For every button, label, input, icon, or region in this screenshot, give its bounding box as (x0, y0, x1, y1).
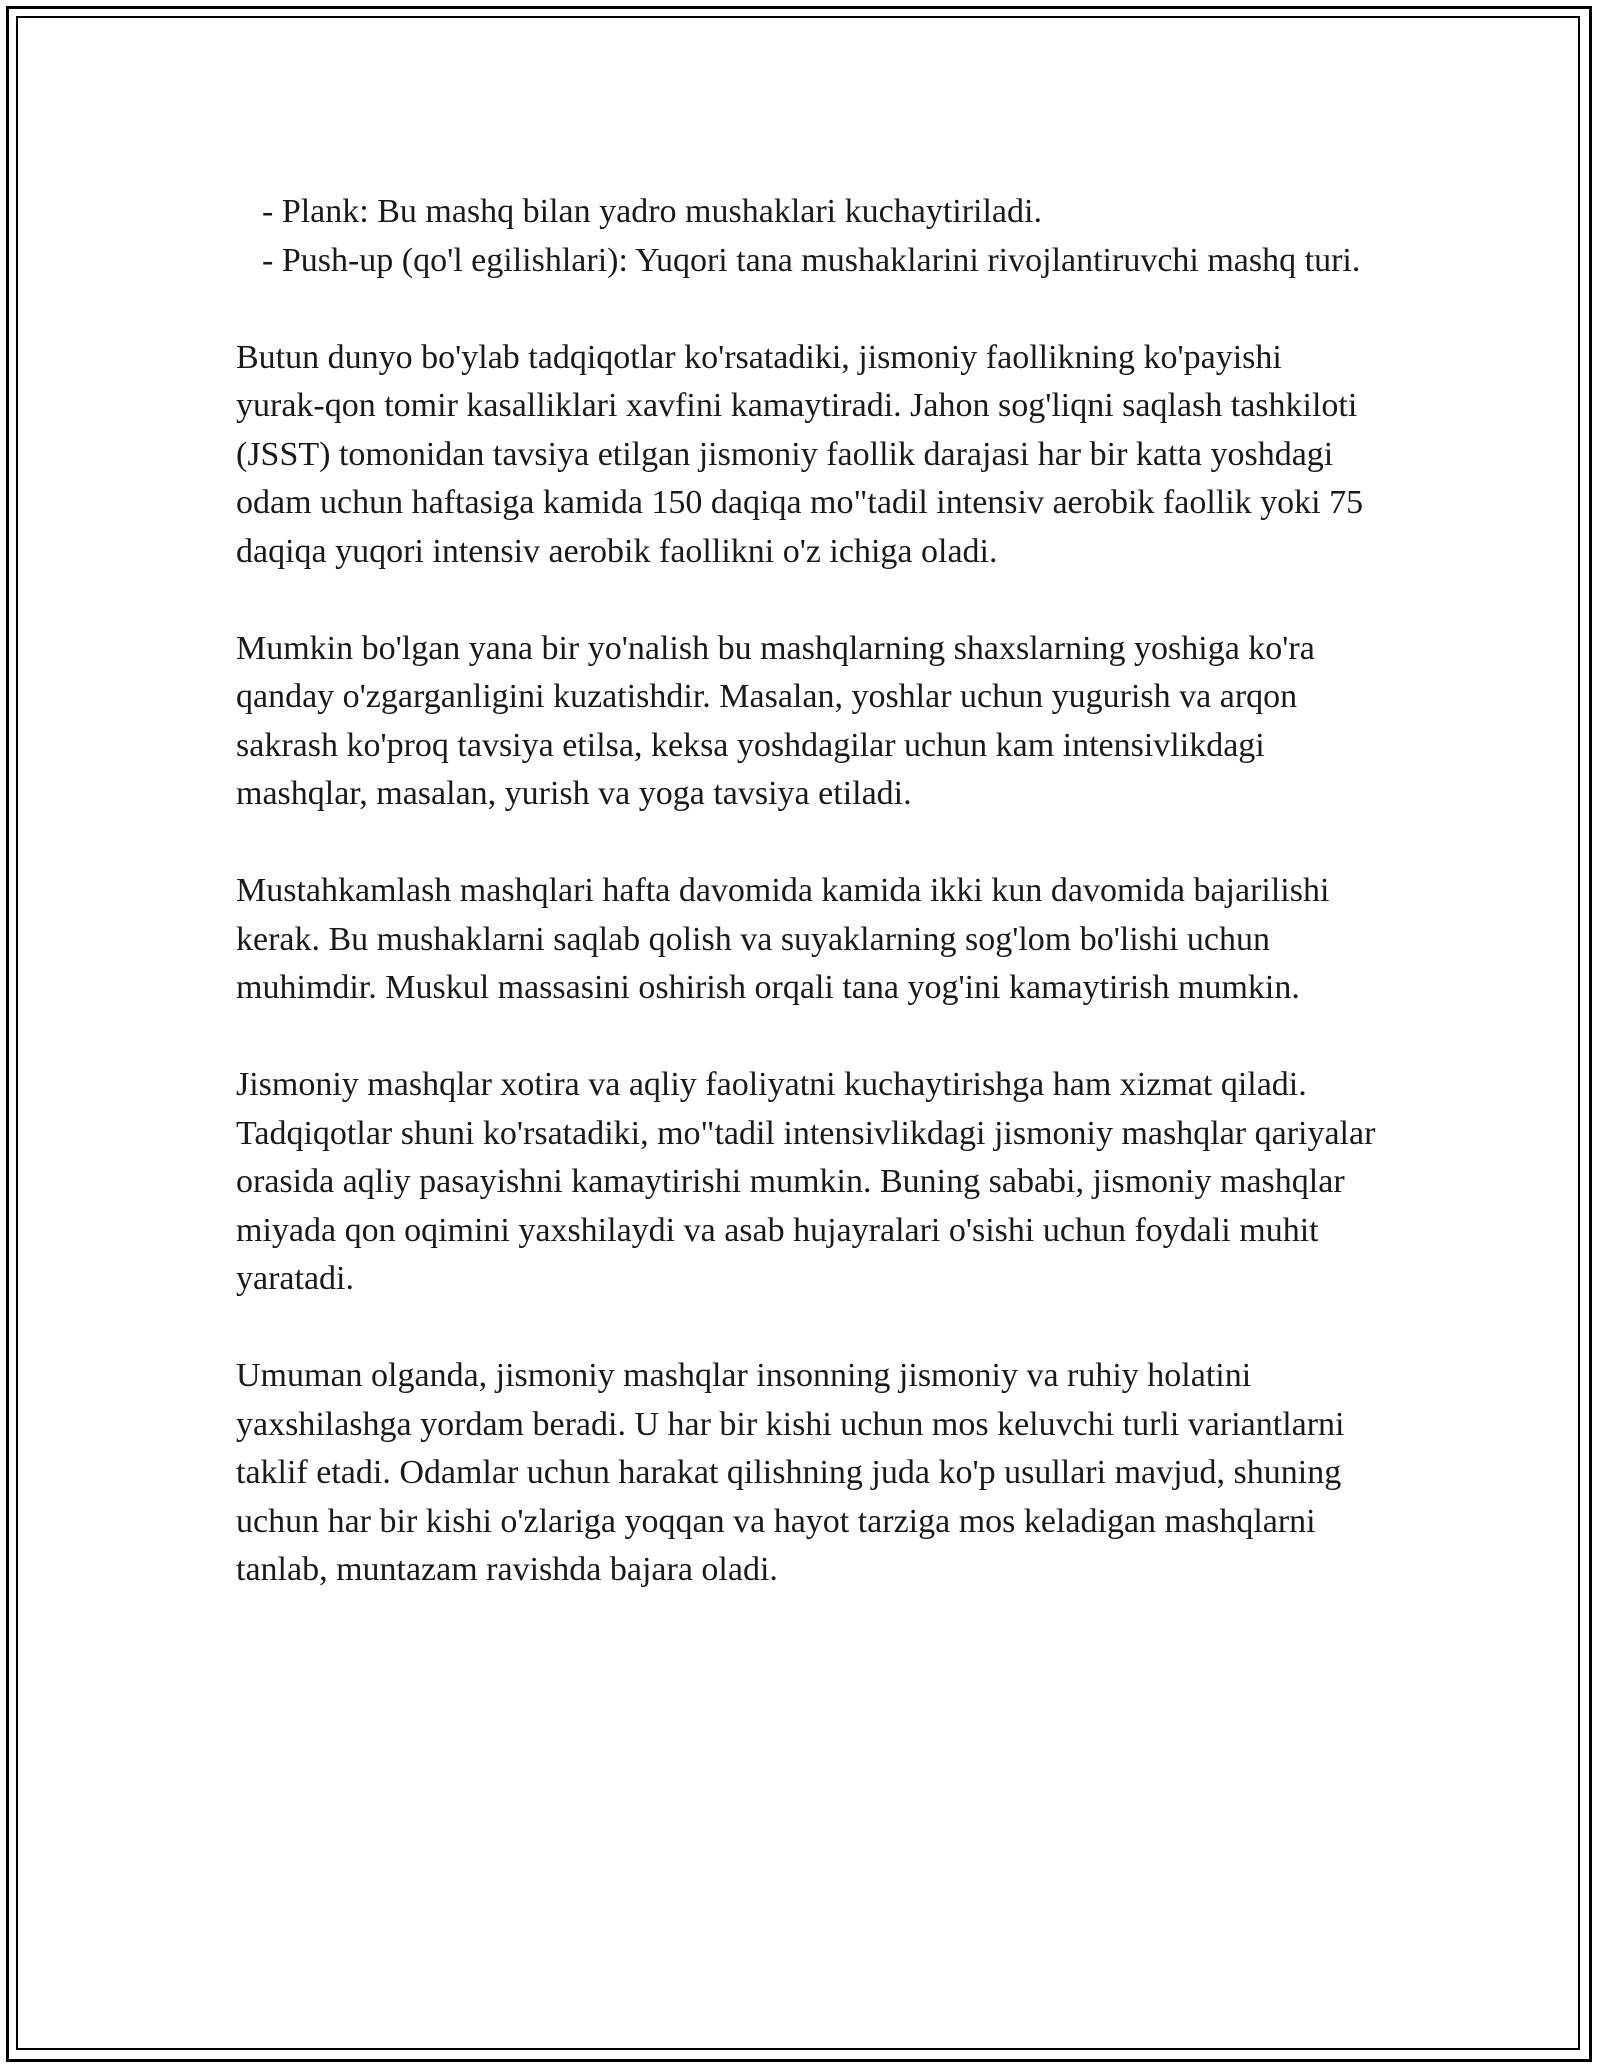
paragraph-conclusion: Umuman olganda, jismoniy mashqlar insonning jismoniy va ruhiy holatini yaxshilashga yordam beradi. U har bir kishi uchun mos keluvchi turli variantlarni taklif etadi. Odamlar uchun harakat qilishning juda ko'p usullari mavjud, shuning uchun har bir kishi o'zlariga yoqqan va hayot tarziga mos keladigan mashqlarni tanlab, muntazam ravishda bajara oladi. (236, 1357, 1345, 1588)
paragraph-gap (236, 1304, 1376, 1353)
paragraph-gap (236, 285, 1376, 334)
paragraph-strength-training: Mustahkamlash mashqlari hafta davomida kamida ikki kun davomida bajarilishi kerak. Bu mushaklarni saqlab qolish va suyaklarning sog'lom bo'lishi uchun muhimdir. Muskul massasini oshirish orqali tana yog'ini kamaytirish mumkin. (236, 872, 1330, 1006)
paragraph-gap (236, 819, 1376, 868)
paragraph-physical-activity-research: Butun dunyo bo'ylab tadqiqotlar ko'rsatadiki, jismoniy faollikning ko'payishi yurak-qon tomir kasalliklari xavfini kamaytiradi. Jahon sog'liqni saqlash tashkiloti (JSST) tomonidan tavsiya etilgan jismoniy faollik darajasi har bir katta yoshdagi odam uchun haftasiga kamida 150 daqiqa mo"tadil intensiv aerobik faollik yoki 75 daqiqa yuqori intensiv aerobik faollikni o'z ichiga oladi. (236, 338, 1364, 570)
paragraph-gap (236, 576, 1376, 625)
paragraph-memory-cognition: Jismoniy mashqlar xotira va aqliy faoliyatni kuchaytirishga ham xizmat qiladi. Tadqiqotlar shuni ko'rsatadiki, mo"tadil intensivlikdagi jismoniy mashqlar qariyalar orasida aqliy pasayishni kamaytirishi mumkin. Buning sababi, jismoniy mashqlar miyada qon oqimini yaxshilaydi va asab hujayralari o'sishi uchun foydali muhit yaratadi. (236, 1066, 1376, 1297)
paragraph-age-based-exercise: Mumkin bo'lgan yana bir yo'nalish bu mashqlarning shaxslarning yoshiga ko'ra qanday o'zgarganligini kuzatishdir. Masalan, yoshlar uchun yugurish va arqon sakrash ko'proq tavsiya etilsa, keksa yoshdagilar uchun kam intensivlikdagi mashqlar, masalan, yurish va yoga tavsiya etiladi. (236, 629, 1315, 812)
bullet-item-push-up: - Push-up (qo'l egilishlari): Yuqori tana mushaklarini rivojlantiruvchi mashq turi. (262, 241, 1361, 279)
bullet-item-plank: - Plank: Bu mashq bilan yadro mushaklari kuchaytiriladi. (262, 193, 1042, 230)
paragraph-gap (236, 1013, 1376, 1062)
document-body (236, 188, 1376, 1595)
